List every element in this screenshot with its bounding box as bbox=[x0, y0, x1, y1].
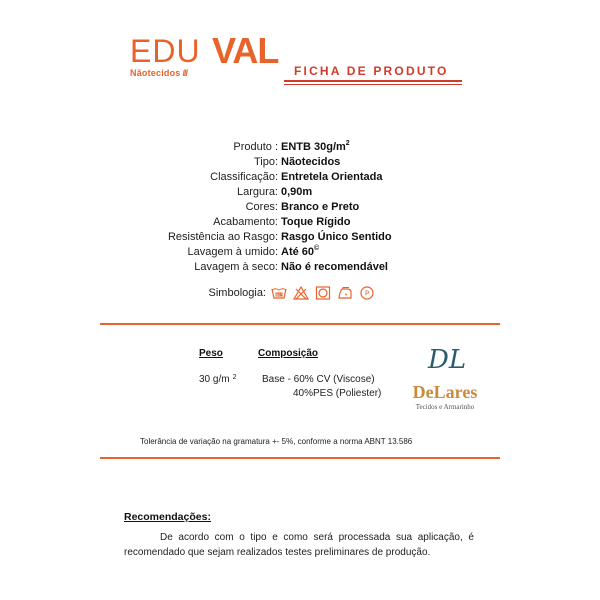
delares-logo bbox=[400, 345, 490, 415]
spec-label: Cores: bbox=[245, 201, 278, 213]
dry-clean-p-icon bbox=[359, 286, 375, 300]
spec-value: Toque Rígido bbox=[281, 216, 351, 228]
peso-value bbox=[199, 374, 236, 385]
divider-bottom bbox=[100, 457, 500, 459]
spec-label: Acabamento: bbox=[213, 216, 278, 228]
iron-icon bbox=[337, 286, 353, 300]
composicao-heading: Composição bbox=[258, 348, 319, 359]
spec-row-lavagem-umido bbox=[100, 245, 500, 260]
spec-row-resistencia bbox=[100, 230, 500, 245]
wash-60-icon bbox=[271, 286, 287, 300]
tumble-dry-icon bbox=[315, 286, 331, 300]
spec-value-text: ENTB 30g/m bbox=[281, 141, 346, 153]
spec-label: Lavagem à umido: bbox=[187, 246, 278, 258]
spec-superscript: 2 bbox=[345, 140, 350, 147]
care-symbols bbox=[271, 286, 375, 300]
eduval-logo bbox=[130, 30, 280, 78]
spec-row-tipo bbox=[100, 155, 500, 170]
composicao-line-2: 40%PES (Poliester) bbox=[293, 388, 382, 399]
spec-row-produto bbox=[100, 140, 500, 155]
peso-heading: Peso bbox=[199, 348, 223, 359]
spec-label: Classificação: bbox=[210, 171, 278, 183]
symbology-row bbox=[100, 286, 500, 300]
spec-row-cores bbox=[100, 200, 500, 215]
logo-val-text: VAL bbox=[212, 30, 279, 71]
spec-label: Largura: bbox=[237, 186, 278, 198]
symbology-label: Simbologia: bbox=[208, 287, 266, 299]
delares-monogram: DL bbox=[428, 345, 467, 375]
spec-list bbox=[100, 140, 500, 275]
recommendations-text: De acordo com o tipo e como será processada sua aplicação, é recomendado que sejam realizados testes preliminares de produção. bbox=[124, 532, 474, 558]
spec-value bbox=[278, 140, 350, 155]
page-title: FICHA DE PRODUTO bbox=[294, 64, 449, 78]
spec-value bbox=[278, 245, 319, 260]
delares-name: DeLares bbox=[412, 382, 478, 402]
spec-value: Não é recomendável bbox=[281, 261, 388, 273]
logo-subtitle-text: Nãotecidos bbox=[130, 68, 181, 78]
spec-value: Rasgo Único Sentido bbox=[281, 231, 392, 243]
title-underline bbox=[284, 80, 462, 82]
spec-value-text: Até 60 bbox=[281, 246, 315, 258]
divider-top bbox=[100, 323, 500, 325]
svg-text:60°: 60° bbox=[275, 293, 283, 297]
composicao-line-1: Base - 60% CV (Viscose) bbox=[262, 374, 375, 385]
logo-edu-text: EDU bbox=[130, 33, 201, 69]
spec-label: Produto : bbox=[233, 141, 278, 153]
peso-superscript: 2 bbox=[232, 374, 237, 381]
svg-text:P: P bbox=[364, 289, 370, 298]
no-bleach-icon bbox=[293, 286, 309, 300]
spec-row-largura bbox=[100, 185, 500, 200]
title-underline-thin bbox=[284, 84, 462, 85]
peso-value-text: 30 g/m bbox=[199, 374, 230, 385]
spec-value: Branco e Preto bbox=[281, 201, 360, 213]
spec-superscript: © bbox=[314, 245, 320, 252]
spec-value: Nãotecidos bbox=[281, 156, 341, 168]
spec-row-acabamento bbox=[100, 215, 500, 230]
delares-tagline: Tecidos e Armarinho bbox=[415, 403, 475, 411]
spec-label: Lavagem à seco: bbox=[194, 261, 278, 273]
recommendations-title: Recomendações: bbox=[124, 511, 211, 523]
spec-row-lavagem-seco bbox=[100, 260, 500, 275]
spec-value: 0,90m bbox=[281, 186, 313, 198]
spec-label: Resistência ao Rasgo: bbox=[167, 231, 278, 243]
spec-value: Entretela Orientada bbox=[281, 171, 383, 183]
spec-row-classificacao bbox=[100, 170, 500, 185]
logo-slash-mark: /// bbox=[182, 68, 188, 78]
spec-label: Tipo: bbox=[253, 156, 278, 168]
tolerance-note: Tolerância de variação na gramatura +- 5%, conforme a norma ABNT 13.586 bbox=[140, 437, 413, 446]
logo-subtitle bbox=[130, 68, 187, 78]
